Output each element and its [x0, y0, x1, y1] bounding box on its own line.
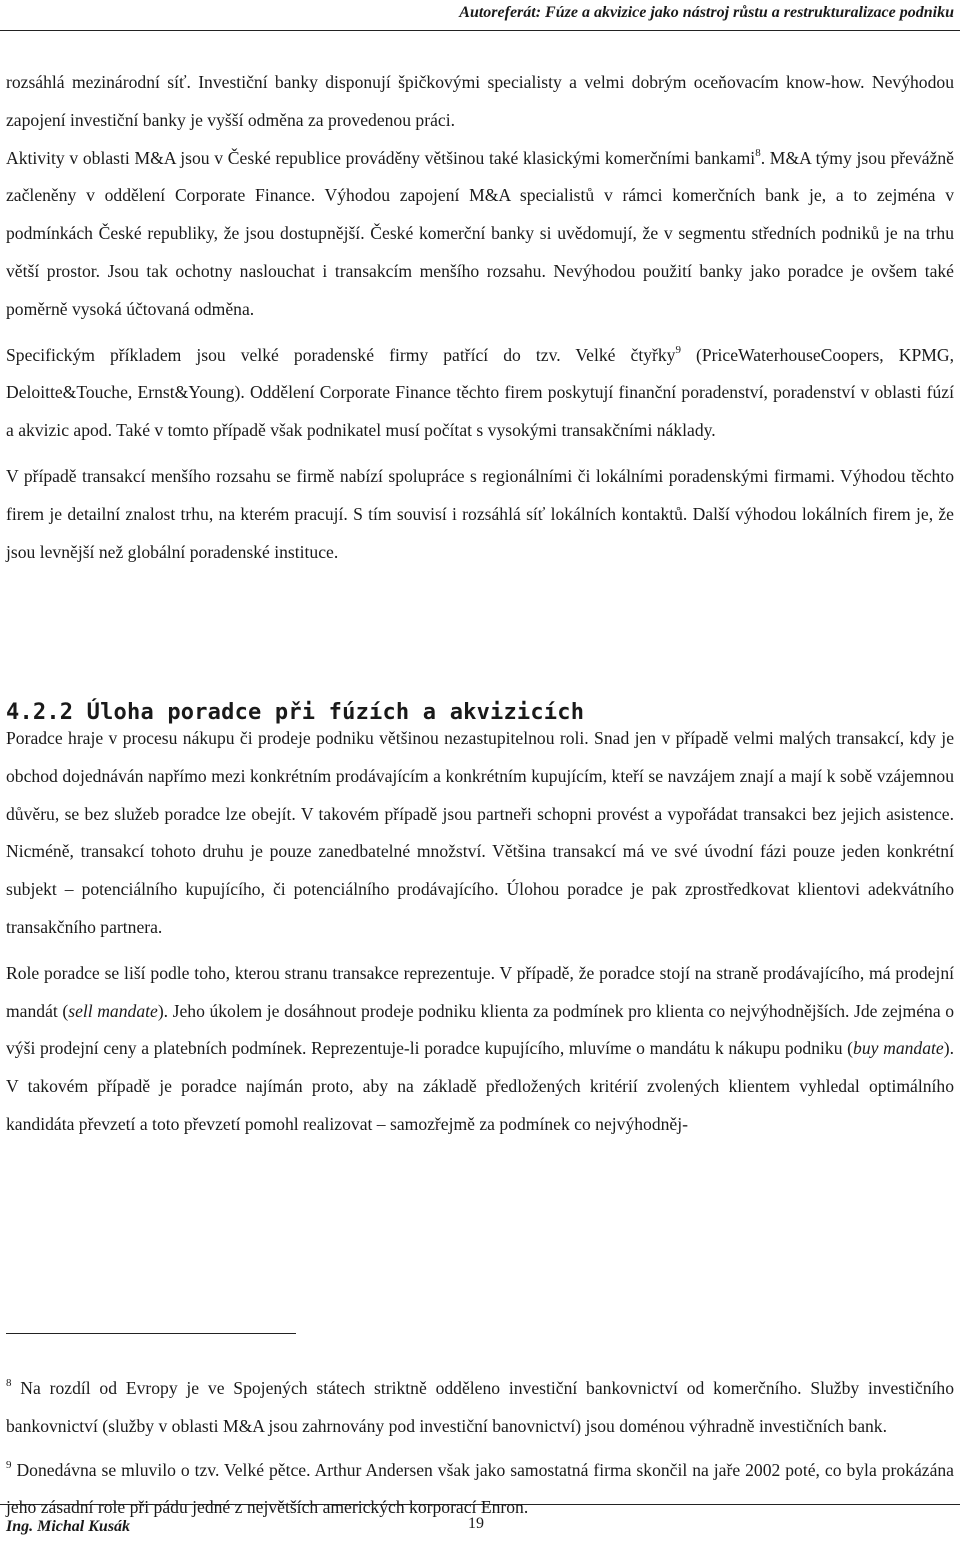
section-body	[6, 720, 954, 1144]
paragraph-text: ). Jeho úkolem je dosáhnout prodeje podniku klienta za podmínek pro klienta co nejvýhodnějších. Jde zejména o výši prodejní ceny a platebních podmínek. Reprezentuje-li poradce kupujícího, mluvíme o mandátu k nákupu podniku (	[6, 1000, 954, 1059]
page-header	[0, 0, 960, 30]
paragraph: rozsáhlá mezinárodní síť. Investiční banky disponují špičkovými specialisty a velmi dobrým oceňovacím know-how. Nevýhodou zapojení investiční banky je vyšší odměna za provedenou práci.	[6, 72, 954, 130]
paragraph: Poradce hraje v procesu nákupu či prodeje podniku většinou nezastupitelnou roli. Snad jen v případě velmi malých transakcí, kdy je obchod dojednáván napřímo mezi konkrétním prodávajícím a konkrétním kupujícím, kteří se navzájem znají a mají k sobě vzájemnou důvěru, se bez služeb poradce lze obejít. V takovém případě jsou partneři schopni provést a vypořádat transakci bez jejich asistence. Nicméně, transakcí tohoto druhu je pouze zanedbatelné množství. Většina transakcí má ve své úvodní fázi pouze jeden konkrétní subjekt – potenciálního kupujícího, či potenciálního prodávajícího. Úlohou poradce je pak zprostředkovat klientovi adekvátního transakčního partnera.	[6, 728, 954, 937]
paragraph	[6, 955, 954, 1144]
footer-author: Ing. Michal Kusák	[6, 1518, 131, 1535]
italic-term: buy mandate	[853, 1038, 944, 1059]
paragraph-text: Role poradce se liší podle toho, kterou stranu transakce reprezentuje. V případě, že poradce stojí na straně prodávajícího, má prodejní mandát (	[6, 962, 954, 1021]
paragraph-text: Specifickým příkladem jsou velké poradenské firmy patřící do tzv. Velké čtyřky	[6, 344, 676, 365]
footnote-number: 9	[6, 1458, 12, 1471]
footnote-reference[interactable]: 9	[675, 343, 681, 356]
paragraph: V případě transakcí menšího rozsahu se firmě nabízí spolupráce s regionálními či lokálními poradenskými firmami. Výhodou těchto firem je detailní znalost trhu, na kterém pracují. S tím souvisí i rozsáhlá síť lokálních kontaktů. Další výhodou lokálních firem je, že jsou levnější než globální poradenské instituce.	[6, 465, 954, 562]
footnote-separator	[6, 1333, 296, 1334]
footnote-number: 8	[6, 1377, 12, 1390]
header-rule	[0, 30, 960, 31]
paragraph-text: Aktivity v oblasti M&A jsou v České republice prováděny většinou také klasickými komerčními bankami	[6, 147, 756, 168]
paragraph-text: . M&A týmy jsou převážně začleněny v oddělení Corporate Finance. Výhodou zapojení M&A specialistů v rámci komerčních bank je, a to zejména v podmínkách České republiky, že jsou dostupnější. České komerční banky si uvědomují, že v segmentu středních podniků je na trhu větší prostor. Jsou tak ochotny naslouchat i transakcím menšího rozsahu. Nevýhodou použití banky jako poradce je ovšem také poměrně vysoká účtovaná odměna.	[6, 147, 954, 319]
footnote-reference[interactable]: 8	[755, 146, 761, 159]
italic-term: sell mandate	[68, 1000, 158, 1021]
paragraph	[6, 337, 954, 450]
body-text	[6, 64, 954, 571]
page-number: 19	[468, 1515, 484, 1532]
footnote-text: Na rozdíl od Evropy je ve Spojených státech striktně odděleno investiční bankovnictví od komerčního. Služby investičního bankovnictví (služby v oblasti M&A jsou zahrnovány pod investiční banovnictví) jsou doménou výhradně investičních bank.	[6, 1378, 954, 1436]
footnote-text: Donedávna se mluvilo o tzv. Velké pětce. Arthur Andersen však jako samostatná firma skončil na jaře 2002 poté, co byla prokázána jeho zásadní role při pádu jedné z největších amerických korporací Enron.	[6, 1459, 954, 1518]
paragraph-text: ). V takovém případě je poradce najímán proto, aby na základě předložených kritérií zvolených klientem vyhledal optimálního kandidáta převzetí a toto převzetí pomohl realizovat – samozřejmě za podmínek co nejvýhodněj-	[6, 1038, 954, 1134]
header-title: Autoreferát: Fúze a akvizice jako nástroj růstu a restrukturalizace podniku	[459, 4, 954, 21]
footer-rule	[0, 1504, 960, 1505]
paragraph	[6, 140, 954, 329]
section-heading: 4.2.2 Úloha poradce při fúzích a akvizicích	[6, 700, 585, 725]
paragraph-text: (PriceWaterhouseCoopers, KPMG, Deloitte&Touche, Ernst&Young). Oddělení Corporate Finance těchto firem poskytují finanční poradenství, poradenství v oblasti fúzí a akvizic apod. Také v tomto případě však podnikatel musí počítat s vysokými transakčními náklady.	[6, 344, 954, 441]
footnote	[6, 1370, 954, 1446]
